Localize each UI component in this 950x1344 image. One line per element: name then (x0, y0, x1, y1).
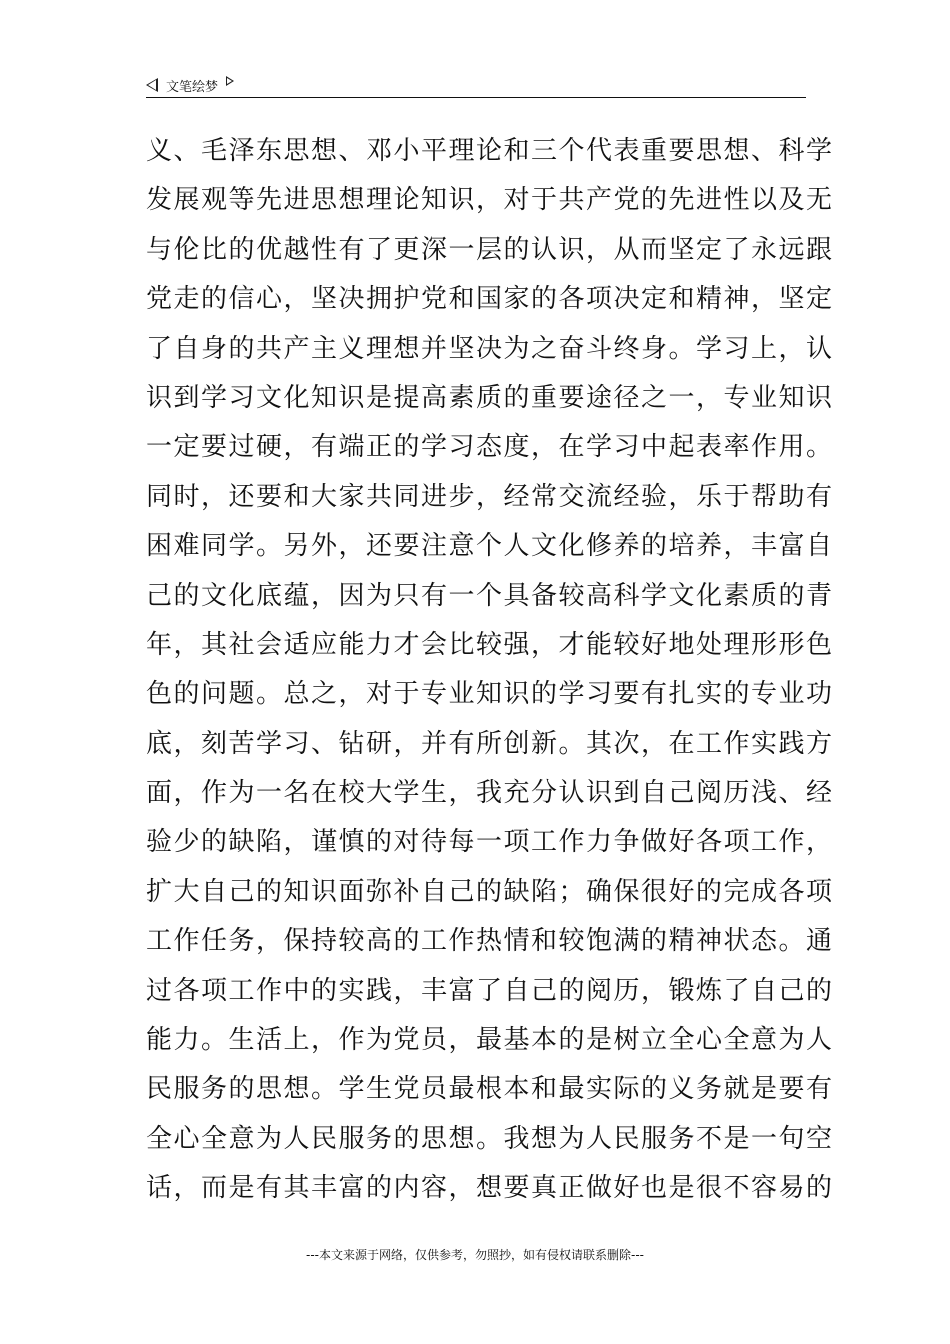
text-line: 工作任务，保持较高的工作热情和较饱满的精神状态。通 (146, 926, 834, 957)
triangle-left-icon (146, 78, 158, 92)
text-line: 色的问题。总之，对于专业知识的学习要有扎实的专业功 (146, 679, 834, 710)
footer-disclaimer: ---本文来源于网络，仅供参考，勿照抄，如有侵权请联系删除--- (306, 1248, 644, 1262)
text-line: 识到学习文化知识是提高素质的重要途径之一，专业知识 (146, 382, 834, 413)
text-line: 民服务的思想。学生党员最根本和最实际的义务就是要有 (146, 1074, 834, 1105)
text-line: 面，作为一名在校大学生，我充分认识到自己阅历浅、经 (146, 778, 834, 809)
text-line: 困难同学。另外，还要注意个人文化修养的培养，丰富自 (146, 531, 834, 562)
header-divider (146, 97, 806, 98)
triangle-right-icon (226, 76, 234, 86)
text-line: 同时，还要和大家共同进步，经常交流经验，乐于帮助有 (146, 481, 834, 512)
text-line: 过各项工作中的实践，丰富了自己的阅历，锻炼了自己的 (146, 975, 834, 1006)
text-line: 扩大自己的知识面弥补自己的缺陷；确保很好的完成各项 (146, 876, 834, 907)
text-line: 验少的缺陷，谨慎的对待每一项工作力争做好各项工作， (146, 827, 834, 858)
body-text (146, 127, 834, 1214)
page-header (146, 72, 806, 98)
text-line: 一定要过硬，有端正的学习态度，在学习中起表率作用。 (146, 432, 834, 463)
text-line: 年，其社会适应能力才会比较强，才能较好地处理形形色 (146, 629, 834, 660)
text-line: 能力。生活上，作为党员，最基本的是树立全心全意为人 (146, 1025, 834, 1056)
text-line: 义、毛泽东思想、邓小平理论和三个代表重要思想、科学 (146, 136, 834, 166)
text-line: 底，刻苦学习、钻研，并有所创新。其次，在工作实践方 (146, 728, 834, 759)
text-line: 己的文化底蕴，因为只有一个具备较高科学文化素质的青 (146, 580, 834, 611)
text-line: 了自身的共产主义理想并坚决为之奋斗终身。学习上，认 (146, 333, 834, 364)
text-line: 话，而是有其丰富的内容，想要真正做好也是很不容易的 (146, 1173, 834, 1204)
text-line: 与伦比的优越性有了更深一层的认识，从而坚定了永远跟 (146, 234, 834, 265)
text-line: 党走的信心，坚决拥护党和国家的各项决定和精神，坚定 (146, 284, 834, 315)
text-line: 全心全意为人民服务的思想。我想为人民服务不是一句空 (146, 1123, 834, 1154)
header-title: 文笔绘梦 (166, 79, 219, 95)
text-line: 发展观等先进思想理论知识，对于共产党的先进性以及无 (146, 185, 834, 216)
